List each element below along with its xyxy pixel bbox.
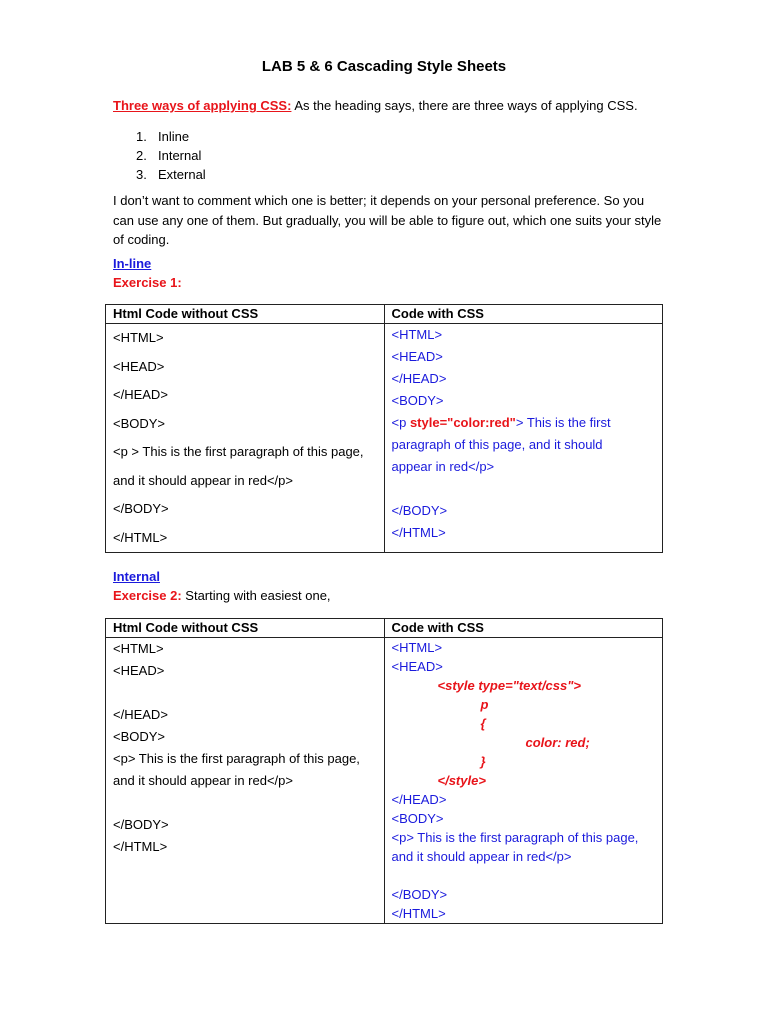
list-item	[136, 146, 206, 165]
code-line: <HTML>	[113, 641, 164, 656]
exercise-2-table	[105, 618, 663, 924]
code-line: </HTML>	[113, 839, 168, 854]
col-header-with-css: Code with CSS	[384, 305, 663, 324]
code-line: <HTML>	[391, 640, 443, 655]
code-line: and it should appear in red</p>	[391, 849, 572, 864]
code-line: and it should appear in red</p>	[113, 773, 293, 788]
col-header-with-css: Code with CSS	[384, 619, 663, 638]
exercise-1-label: Exercise 1:	[113, 275, 182, 290]
code-without-css	[106, 638, 385, 924]
code-line: <HEAD>	[391, 659, 443, 674]
code-line	[392, 866, 656, 885]
list-item-number: 1.	[136, 129, 147, 144]
code-line: </HEAD>	[391, 792, 447, 807]
code-line: <HEAD>	[113, 358, 165, 374]
exercise-1-table	[105, 304, 663, 553]
list-item-number: 2.	[136, 148, 147, 163]
code-line: <BODY>	[113, 415, 166, 431]
code-line: </HEAD>	[391, 371, 447, 386]
code-line: and it should appear in red</p>	[113, 472, 293, 488]
code-with-css	[384, 638, 663, 924]
internal-heading: Internal	[113, 569, 160, 584]
code-line: <HEAD>	[391, 349, 443, 364]
code-line: paragraph of this page, and it should	[391, 437, 603, 452]
ways-list	[136, 127, 206, 184]
code-line: </HEAD>	[113, 707, 168, 722]
style-close-tag: </style>	[437, 773, 486, 788]
code-with-css	[384, 324, 663, 553]
list-item-label: Inline	[158, 129, 190, 144]
list-item	[136, 165, 206, 184]
table-row	[106, 324, 663, 553]
col-header-without-css: Html Code without CSS	[106, 619, 385, 638]
code-token: <p	[391, 415, 410, 430]
intro-line	[113, 98, 673, 113]
list-item-number: 3.	[136, 167, 147, 182]
code-without-css	[106, 324, 385, 553]
code-line: </BODY>	[391, 887, 448, 902]
code-line: <BODY>	[391, 811, 444, 826]
code-line: <BODY>	[113, 729, 166, 744]
code-line: <BODY>	[391, 393, 444, 408]
code-line: <p> This is the first paragraph of this page,	[391, 830, 639, 845]
style-open-tag: <style type="text/css">	[437, 678, 581, 693]
code-line: <p> This is the first paragraph of this page,	[113, 751, 360, 766]
css-rule: color: red;	[525, 735, 590, 750]
css-selector: p	[480, 697, 489, 712]
code-token: > This is the first	[515, 415, 611, 430]
code-line: <p > This is the first paragraph of this page,	[113, 444, 364, 459]
exercise-2-label: Exercise 2:	[113, 588, 182, 603]
table-header-row	[106, 619, 663, 638]
code-line: <HEAD>	[113, 663, 165, 678]
code-line	[113, 682, 377, 704]
inline-style-attr: style="color:red"	[409, 415, 516, 430]
intro-text: As the heading says, there are three ways of applying CSS.	[291, 98, 638, 113]
code-line: </HTML>	[391, 906, 446, 921]
code-line: </BODY>	[113, 501, 169, 516]
table-row	[106, 638, 663, 924]
list-item	[136, 127, 206, 146]
code-line	[392, 412, 656, 434]
inline-heading: In-line	[113, 256, 152, 271]
code-line: </HEAD>	[113, 387, 168, 402]
document-title: LAB 5 & 6 Cascading Style Sheets	[261, 58, 507, 75]
css-brace-close: }	[480, 754, 486, 769]
table-header-row	[106, 305, 663, 324]
code-line: <HTML>	[113, 330, 164, 345]
code-line: <HTML>	[391, 327, 443, 342]
code-line	[113, 792, 377, 814]
list-item-label: External	[158, 167, 206, 182]
css-brace-open: {	[480, 716, 486, 731]
code-line: </HTML>	[391, 525, 446, 540]
code-line: </HTML>	[113, 529, 168, 545]
code-line	[392, 478, 656, 500]
col-header-without-css: Html Code without CSS	[106, 305, 385, 324]
body-paragraph: I don’t want to comment which one is better; it depends on your personal preference. So you can use any one of them. But gradually, you will be able to figure out, which one suits your style of coding.	[113, 193, 662, 247]
code-line: </BODY>	[391, 503, 448, 518]
exercise-2-line	[113, 588, 331, 603]
exercise-2-text: Starting with easiest one,	[181, 588, 331, 603]
list-item-label: Internal	[158, 148, 202, 163]
code-line: </BODY>	[113, 817, 169, 832]
code-line: appear in red</p>	[391, 459, 495, 474]
intro-label: Three ways of applying CSS:	[113, 98, 292, 113]
